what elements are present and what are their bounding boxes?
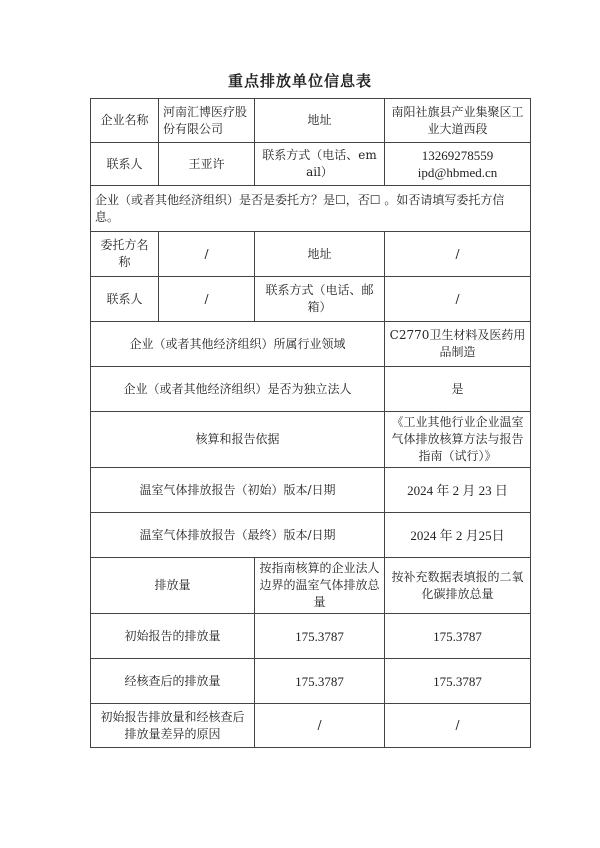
emission-label: 排放量 <box>91 558 255 614</box>
table-row <box>91 659 531 704</box>
industry-value: C2770卫生材料及医药用品制造 <box>385 322 531 367</box>
address-label: 地址 <box>255 99 385 143</box>
emission-col2-header: 按补充数据表填报的二氧化碳排放总量 <box>385 558 531 614</box>
initial-emission-value-2: 175.3787 <box>385 614 531 659</box>
table-row <box>91 277 531 322</box>
diff-reason-value-1: / <box>255 704 385 748</box>
client-method-value: / <box>385 277 531 322</box>
client-address-value: / <box>385 232 531 277</box>
company-value: 河南汇博医疗股份有限公司 <box>159 99 255 143</box>
initial-report-label: 温室气体排放报告（初始）版本/日期 <box>91 468 385 513</box>
address-value: 南阳社旗县产业集聚区工业大道西段 <box>385 99 531 143</box>
final-report-label: 温室气体排放报告（最终）版本/日期 <box>91 513 385 558</box>
client-method-label: 联系方式（电话、邮箱） <box>255 277 385 322</box>
initial-emission-value-1: 175.3787 <box>255 614 385 659</box>
table-row <box>91 99 531 143</box>
table-row <box>91 704 531 748</box>
contact-value: 王亚许 <box>159 143 255 186</box>
contact-method-label: 联系方式（电话、email） <box>255 143 385 186</box>
contact-label: 联系人 <box>91 143 159 186</box>
diff-reason-value-2: / <box>385 704 531 748</box>
table-row <box>91 186 531 232</box>
email-value: ipd@hbmed.cn <box>417 165 498 180</box>
legal-label: 企业（或者其他经济组织）是否为独立法人 <box>91 367 385 412</box>
client-name-label: 委托方名称 <box>91 232 159 277</box>
verified-emission-label: 经核查后的排放量 <box>91 659 255 704</box>
entrusted-question: 企业（或者其他经济组织）是否是委托方？是☐，否☐ 。如否请填写委托方信息。 <box>91 186 531 232</box>
table-row <box>91 322 531 367</box>
client-contact-value: / <box>159 277 255 322</box>
verified-emission-value-2: 175.3787 <box>385 659 531 704</box>
table-row <box>91 232 531 277</box>
client-address-label: 地址 <box>255 232 385 277</box>
table-row <box>91 468 531 513</box>
verified-emission-value-1: 175.3787 <box>255 659 385 704</box>
page-title: 重点排放单位信息表 <box>227 72 372 90</box>
industry-label: 企业（或者其他经济组织）所属行业领域 <box>91 322 385 367</box>
table-row <box>91 513 531 558</box>
table-row <box>91 614 531 659</box>
info-table <box>90 98 531 748</box>
company-label: 企业名称 <box>91 99 159 143</box>
contact-method-value <box>385 143 531 186</box>
legal-value: 是 <box>385 367 531 412</box>
basis-value: 《工业其他行业企业温室气体排放核算方法与报告指南（试行）》 <box>385 412 531 468</box>
client-name-value: / <box>159 232 255 277</box>
basis-label: 核算和报告依据 <box>91 412 385 468</box>
diff-reason-label: 初始报告排放量和经核查后排放量差异的原因 <box>91 704 255 748</box>
phone-value: 13269278559 <box>421 148 494 163</box>
initial-emission-label: 初始报告的排放量 <box>91 614 255 659</box>
table-row <box>91 143 531 186</box>
final-report-value: 2024 年 2 月25日 <box>385 513 531 558</box>
table-row <box>91 367 531 412</box>
table-row <box>91 412 531 468</box>
emission-col1-header: 按指南核算的企业法人边界的温室气体排放总量 <box>255 558 385 614</box>
table-row <box>91 558 531 614</box>
client-contact-label: 联系人 <box>91 277 159 322</box>
initial-report-value: 2024 年 2 月 23 日 <box>385 468 531 513</box>
